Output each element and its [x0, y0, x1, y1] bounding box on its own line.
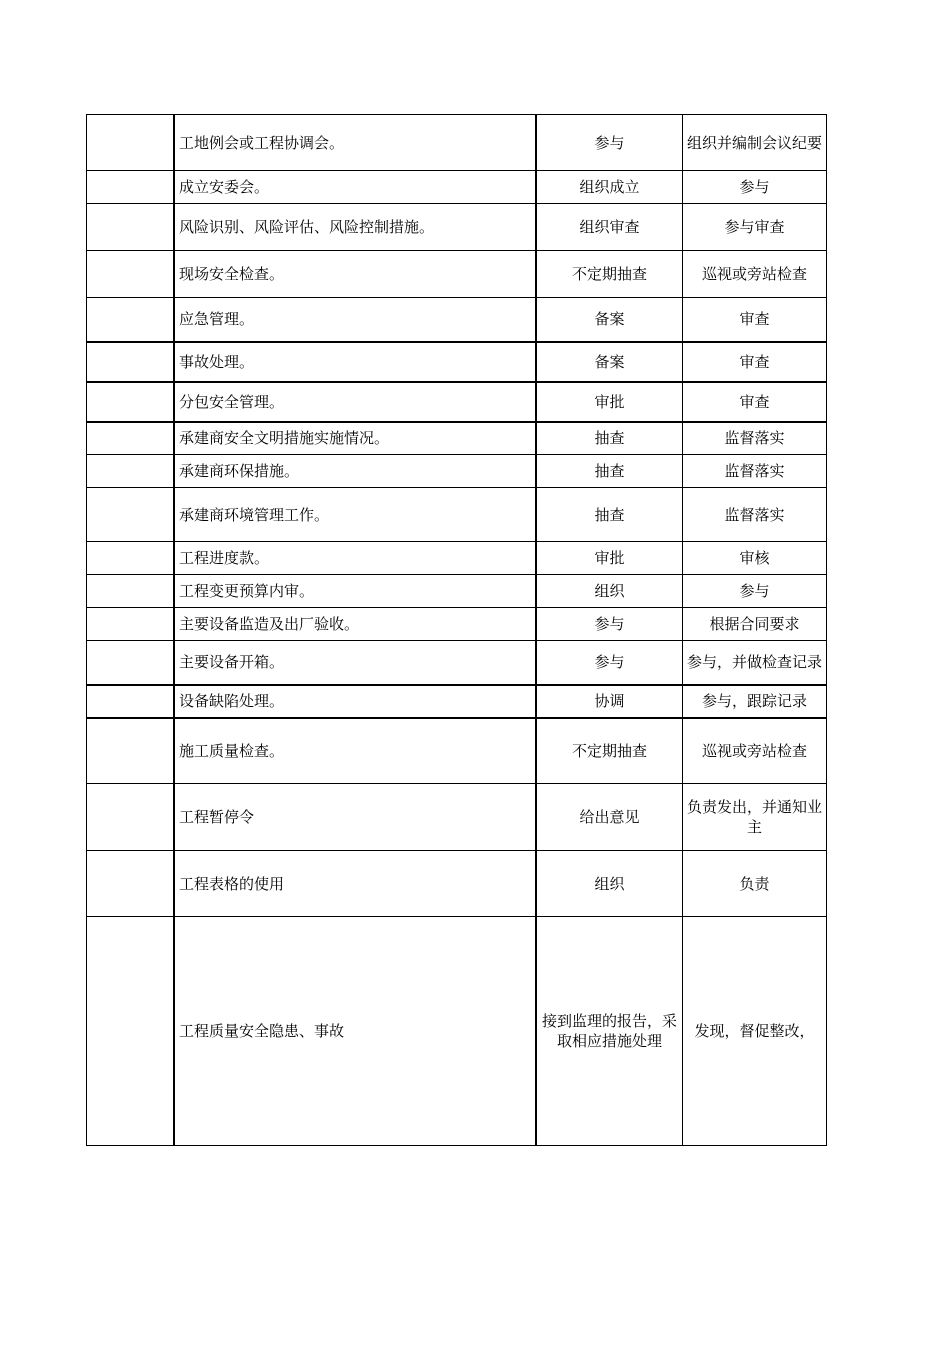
table-row — [87, 298, 827, 342]
table-row — [87, 488, 827, 542]
item-cell: 工程变更预算内审。 — [174, 575, 536, 608]
supervisor-cell: 监督落实 — [683, 422, 827, 455]
owner-cell: 抽查 — [536, 422, 683, 455]
supervisor-cell: 发现，督促整改， — [683, 917, 827, 1146]
item-cell: 工程表格的使用 — [174, 851, 536, 917]
supervisor-cell: 参与，跟踪记录 — [683, 685, 827, 718]
blank-cell — [87, 171, 175, 204]
table-row — [87, 784, 827, 851]
item-cell: 分包安全管理。 — [174, 382, 536, 422]
item-cell: 承建商环境管理工作。 — [174, 488, 536, 542]
table-row — [87, 204, 827, 251]
table-row — [87, 608, 827, 641]
item-cell: 主要设备开箱。 — [174, 641, 536, 685]
blank-cell — [87, 298, 175, 342]
owner-cell: 参与 — [536, 608, 683, 641]
table-row — [87, 382, 827, 422]
supervisor-cell: 参与 — [683, 171, 827, 204]
table-row — [87, 251, 827, 298]
responsibility-table — [86, 114, 827, 1146]
table-row — [87, 342, 827, 382]
owner-cell: 备案 — [536, 298, 683, 342]
blank-cell — [87, 608, 175, 641]
supervisor-cell: 负责发出，并通知业主 — [683, 784, 827, 851]
supervisor-cell: 巡视或旁站检查 — [683, 718, 827, 784]
blank-cell — [87, 718, 175, 784]
table-row — [87, 542, 827, 575]
supervisor-cell: 监督落实 — [683, 488, 827, 542]
supervisor-cell: 审核 — [683, 542, 827, 575]
owner-cell: 不定期抽查 — [536, 718, 683, 784]
owner-cell: 接到监理的报告，采取相应措施处理 — [536, 917, 683, 1146]
blank-cell — [87, 204, 175, 251]
item-cell: 应急管理。 — [174, 298, 536, 342]
table-row — [87, 641, 827, 685]
item-cell: 现场安全检查。 — [174, 251, 536, 298]
blank-cell — [87, 251, 175, 298]
supervisor-cell: 根据合同要求 — [683, 608, 827, 641]
blank-cell — [87, 784, 175, 851]
owner-cell: 给出意见 — [536, 784, 683, 851]
supervisor-cell: 审查 — [683, 298, 827, 342]
item-cell: 工地例会或工程协调会。 — [174, 115, 536, 171]
supervisor-cell: 参与 — [683, 575, 827, 608]
blank-cell — [87, 342, 175, 382]
owner-cell: 参与 — [536, 641, 683, 685]
blank-cell — [87, 641, 175, 685]
owner-cell: 审批 — [536, 382, 683, 422]
item-cell: 承建商安全文明措施实施情况。 — [174, 422, 536, 455]
supervisor-cell: 负责 — [683, 851, 827, 917]
supervisor-cell: 组织并编制会议纪要 — [683, 115, 827, 171]
table-row — [87, 685, 827, 718]
owner-cell: 组织 — [536, 851, 683, 917]
blank-cell — [87, 575, 175, 608]
blank-cell — [87, 542, 175, 575]
supervisor-cell: 监督落实 — [683, 455, 827, 488]
owner-cell: 抽查 — [536, 488, 683, 542]
item-cell: 工程暂停令 — [174, 784, 536, 851]
table-row — [87, 171, 827, 204]
item-cell: 主要设备监造及出厂验收。 — [174, 608, 536, 641]
item-cell: 施工质量检查。 — [174, 718, 536, 784]
item-cell: 承建商环保措施。 — [174, 455, 536, 488]
blank-cell — [87, 685, 175, 718]
table-row — [87, 917, 827, 1146]
owner-cell: 参与 — [536, 115, 683, 171]
supervisor-cell: 参与审查 — [683, 204, 827, 251]
owner-cell: 审批 — [536, 542, 683, 575]
owner-cell: 抽查 — [536, 455, 683, 488]
blank-cell — [87, 455, 175, 488]
blank-cell — [87, 488, 175, 542]
table-row — [87, 455, 827, 488]
item-cell: 事故处理。 — [174, 342, 536, 382]
owner-cell: 组织 — [536, 575, 683, 608]
blank-cell — [87, 382, 175, 422]
table-row — [87, 575, 827, 608]
item-cell: 成立安委会。 — [174, 171, 536, 204]
supervisor-cell: 巡视或旁站检查 — [683, 251, 827, 298]
supervisor-cell: 审查 — [683, 382, 827, 422]
table-row — [87, 422, 827, 455]
supervisor-cell: 审查 — [683, 342, 827, 382]
blank-cell — [87, 422, 175, 455]
item-cell: 工程质量安全隐患、事故 — [174, 917, 536, 1146]
blank-cell — [87, 115, 175, 171]
owner-cell: 组织审查 — [536, 204, 683, 251]
owner-cell: 备案 — [536, 342, 683, 382]
table-row — [87, 115, 827, 171]
owner-cell: 组织成立 — [536, 171, 683, 204]
supervisor-cell: 参与，并做检查记录 — [683, 641, 827, 685]
item-cell: 工程进度款。 — [174, 542, 536, 575]
table-row — [87, 718, 827, 784]
blank-cell — [87, 851, 175, 917]
blank-cell — [87, 917, 175, 1146]
table-row — [87, 851, 827, 917]
item-cell: 设备缺陷处理。 — [174, 685, 536, 718]
owner-cell: 不定期抽查 — [536, 251, 683, 298]
owner-cell: 协调 — [536, 685, 683, 718]
item-cell: 风险识别、风险评估、风险控制措施。 — [174, 204, 536, 251]
